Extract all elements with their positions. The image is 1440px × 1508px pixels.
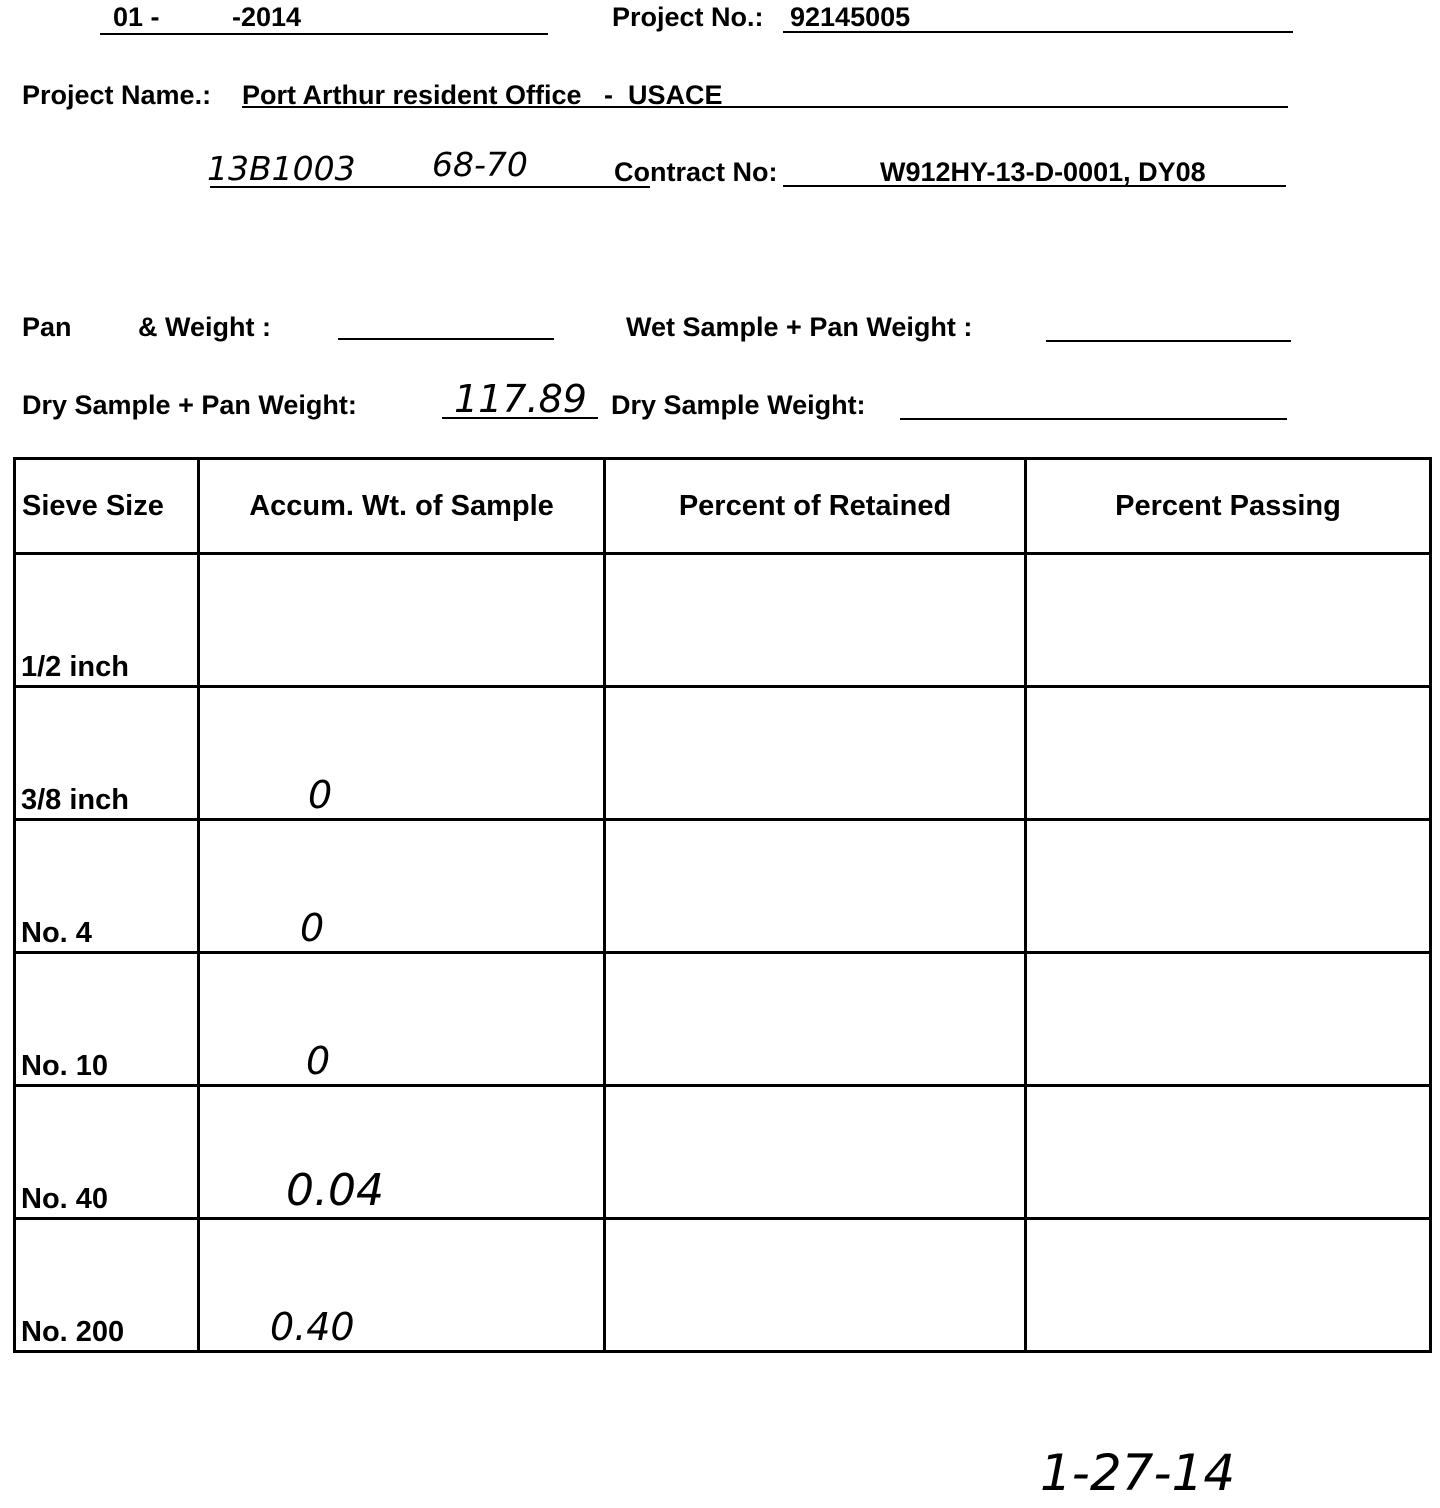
- project-name-underline: [242, 106, 1288, 108]
- contract-no-label: Contract No:: [614, 157, 778, 187]
- dry-sample-field: [900, 418, 1287, 420]
- dry-sample-pan-field: [442, 417, 598, 419]
- percent-passing-cell: [1026, 953, 1431, 1086]
- pan-weight-label: & Weight :: [138, 312, 271, 342]
- date-year: -2014: [232, 2, 302, 32]
- table-row: [15, 554, 1431, 687]
- sieve-size-cell: No. 10: [21, 1050, 109, 1082]
- percent-passing-cell: [1026, 554, 1431, 687]
- accum-wt-cell: 0.04: [286, 1165, 384, 1216]
- percent-passing-cell: [1026, 1219, 1431, 1352]
- sample-range-handwritten: 68-70: [432, 145, 528, 184]
- project-no-underline: [783, 31, 1293, 33]
- date-underline: [100, 33, 548, 35]
- sample-underline: [210, 186, 650, 188]
- contract-no-underline: [783, 185, 1286, 187]
- percent-passing-cell: [1026, 1086, 1431, 1219]
- header-sieve-size: Sieve Size: [15, 459, 199, 554]
- percent-passing-cell: [1026, 687, 1431, 820]
- accum-wt-cell: 0.40: [270, 1305, 355, 1349]
- accum-wt-cell: 0: [308, 773, 333, 817]
- dry-sample-pan-value: 117.89: [454, 377, 587, 421]
- percent-passing-cell: [1026, 820, 1431, 953]
- percent-retained-cell: [605, 820, 1026, 953]
- sieve-size-cell: 3/8 inch: [21, 784, 129, 816]
- pan-label: Pan: [22, 312, 72, 342]
- header-percent-passing: Percent Passing: [1026, 459, 1431, 554]
- table-row: [15, 820, 1431, 953]
- percent-retained-cell: [605, 554, 1026, 687]
- date-month: 01 -: [113, 2, 160, 32]
- wet-sample-field: [1046, 340, 1291, 342]
- table-row: [15, 1086, 1431, 1219]
- sieve-size-cell: No. 40: [21, 1183, 109, 1215]
- accum-wt-cell: 0: [306, 1039, 331, 1083]
- accum-wt-cell: [200, 681, 603, 685]
- sieve-size-cell: No. 4: [21, 917, 92, 949]
- percent-retained-cell: [605, 687, 1026, 820]
- table-row: [15, 1219, 1431, 1352]
- sieve-size-cell: No. 200: [21, 1316, 125, 1348]
- sieve-table: [13, 457, 1432, 1353]
- project-name-value: Port Arthur resident Office - USACE: [242, 80, 723, 110]
- sample-id-handwritten: 13B1003: [207, 149, 356, 188]
- project-no-label: Project No.:: [612, 2, 764, 32]
- project-name-label: Project Name.:: [22, 80, 212, 110]
- percent-retained-cell: [605, 1219, 1026, 1352]
- project-no-value: 92145005: [790, 2, 911, 32]
- table-header-row: [15, 459, 1431, 554]
- table-row: [15, 687, 1431, 820]
- dry-sample-pan-label: Dry Sample + Pan Weight:: [22, 390, 357, 420]
- dry-sample-label: Dry Sample Weight:: [611, 390, 866, 420]
- percent-retained-cell: [605, 953, 1026, 1086]
- accum-wt-cell: 0: [300, 906, 325, 950]
- wet-sample-label: Wet Sample + Pan Weight :: [626, 312, 973, 342]
- header-accum-wt: Accum. Wt. of Sample: [199, 459, 605, 554]
- sieve-size-cell: 1/2 inch: [21, 651, 129, 683]
- percent-retained-cell: [605, 1086, 1026, 1219]
- signed-date-handwritten: 1-27-14: [1040, 1444, 1236, 1502]
- table-row: [15, 953, 1431, 1086]
- pan-weight-field: [338, 338, 554, 340]
- header-percent-retained: Percent of Retained: [605, 459, 1026, 554]
- contract-no-value: W912HY-13-D-0001, DY08: [880, 157, 1206, 187]
